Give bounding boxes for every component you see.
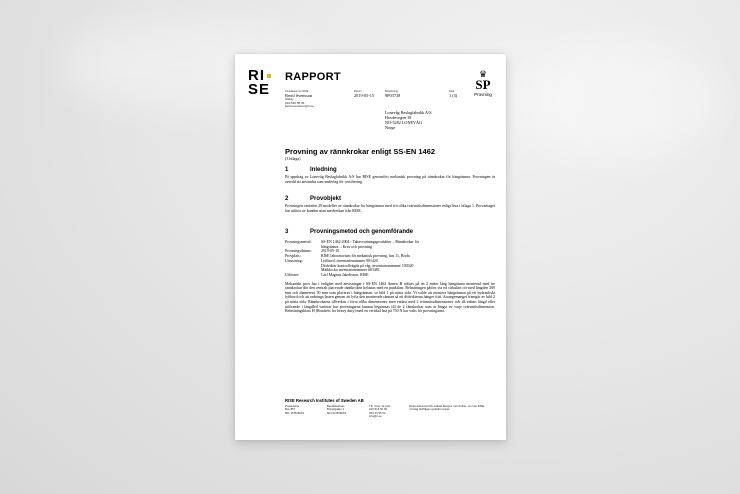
footer-text: 033-13 55 02 — [369, 410, 386, 415]
method-description: Mekaniskt prov har i enlighet med anvisningar i SS-EN 1462 Annex B utförts på en 2 meter lång hängränna monterad med tre rännkrokar där den centralt placerade rännkroken belastas med en punktlast. Belastningen påförs via ett cirkulärt rör med längden 300 mm och diametern 50 mm som placeras i hängrännan, se bild 1 på nästa sida. Vi valde att montera hängrännan på ett hydrauliskt lyftbord och att anbringa lasten genom att lyfta den monterade rännan så att dödvikterna hänger fritt. Arrangemanget framgår av bild 2 på nästa sida. Rännkrokarna tillverkas i förra olika dimensioner men endast med 2 tvärsnittsdimensioner och då enbart längd eller utförande i längdled varierar har provningarna kunnat begränsas till de 2 rännkrokar som är längst av varje tvärsnittsdimension. Belastningsklass H (Brackets for heavy duty) med en vertikal last på 750 N har valts för provningarna. — [285, 281, 495, 314]
recipient-line: Norge — [385, 125, 396, 130]
recipient-address — [385, 110, 432, 130]
page-label: Sida — [449, 90, 455, 93]
page-value: 1 (3) — [449, 93, 458, 98]
detail-value: Lyftbord, inventarienummer 901420 — [321, 258, 378, 263]
contact-email: bertil.svensson@ri.se — [285, 104, 314, 109]
section-number: 3 — [285, 229, 289, 235]
logo-text-top: RI — [248, 67, 265, 84]
footer-postal — [285, 405, 327, 419]
section-heading: Inledning — [310, 167, 337, 173]
section-test-method — [285, 228, 495, 236]
detail-value: RISE laboratorium för mekanisk provning, hus 11, Borås — [321, 254, 411, 259]
footer-text: 504 62 BORÅS — [327, 410, 347, 415]
detail-key: Utrustning: — [285, 258, 303, 263]
footer-text: i förväg skriftligen godkänt annat. — [409, 407, 451, 412]
section-text: På uppdrag av Lonevåg Beslagfabrikk A/S har RISE genomfört mekanisk provning på rännkrokar för hängrännor. Provningen är avsedd att användas som underlag för certifiering. — [285, 175, 495, 184]
section-test-object — [285, 195, 495, 213]
footer-contact — [369, 405, 409, 419]
date-block — [354, 90, 374, 98]
date-label: Datum — [354, 90, 362, 93]
section-heading: Provningsmetod och genomförande — [310, 229, 414, 235]
reference-value: 9P03738 — [385, 93, 401, 98]
section-text: Provningen omfattar 29 modeller av rännkrokar för hängrännor med tvä olika tvärsnittsdimensioner enligt lista i bilaga 1. Provartiaget har utförts av kunden utan medverkan från RISE. — [285, 204, 495, 213]
logo-text-bottom: SE — [248, 81, 271, 98]
footer — [285, 398, 495, 419]
sp-tagline: Provning — [474, 92, 492, 97]
detail-value: Dödviktsr kontrollvägda på våg, inventarienummer 100320 — [321, 263, 414, 268]
detail-row — [285, 240, 495, 249]
footer-text: Postadress — [285, 404, 299, 408]
detail-value: SS-EN 1462:2004 - Takavvattningsprodukter – Rännkrokar för — [321, 240, 420, 244]
footer-text: info@ri.se — [369, 414, 382, 419]
logo-dot-icon — [267, 74, 271, 78]
footer-text: Box 857 — [285, 407, 296, 412]
background-light — [520, 40, 720, 160]
footer-text: Tfn / Fax / E-post — [369, 404, 391, 408]
reference-label: Beteckning — [385, 90, 398, 93]
detail-value: hängrännor – Krav och provning — [321, 244, 372, 249]
footer-text: Detta dokument får endast återges i sin helhet, om inte RISE — [409, 404, 485, 408]
sp-name: SP — [475, 77, 491, 92]
detail-key: Provningsdatum: — [285, 249, 312, 254]
document-type: RAPPORT — [285, 71, 341, 83]
report-title: Provning av rännkrokar enligt SS-EN 1462 — [285, 147, 436, 156]
footer-visit — [327, 405, 369, 419]
section-introduction — [285, 166, 495, 184]
rise-logo — [248, 69, 274, 97]
detail-key: Provningsmetod: — [285, 240, 312, 244]
detail-value: 2019-05-10 — [321, 249, 340, 254]
footer-disclaimer — [409, 405, 495, 419]
sp-logo — [470, 70, 496, 97]
report-subtitle: (3 bilaga) — [285, 156, 301, 161]
detail-key: Provplats: — [285, 254, 301, 259]
detail-row — [285, 259, 495, 273]
detail-key: Utförare: — [285, 272, 300, 277]
section-number: 1 — [285, 167, 289, 173]
report-page — [235, 54, 506, 440]
detail-value: Mätklocka inventarienummer #03481 — [321, 268, 380, 273]
section-heading: Provobjekt — [310, 196, 342, 202]
reference-block — [385, 90, 400, 98]
footer-text: Besöksadress — [327, 404, 345, 408]
contact-label: Kontaktperson RISE — [285, 90, 309, 93]
test-details — [285, 240, 495, 314]
detail-value: Carl Magnus Jakobsson, RISE — [321, 272, 369, 277]
recipient-line: NO-5282 LONEVÅG — [385, 120, 423, 125]
detail-row — [285, 273, 495, 278]
contact-name: Bertil Svensson — [285, 93, 313, 98]
footer-company: RISE Research Institutes of Sweden AB — [285, 398, 364, 403]
contact-title: Safety — [285, 97, 294, 101]
footer-text: 010-516 50 00 — [369, 407, 388, 412]
crown-icon: ♛ — [478, 69, 488, 79]
recipient-line: Lonevåg Beslagfabrikk A/S — [385, 110, 432, 115]
page-block — [449, 90, 457, 98]
section-number: 2 — [285, 196, 289, 202]
contact-block — [285, 90, 314, 109]
date-value: 2019-05-15 — [354, 93, 375, 98]
recipient-line: Hovdevegen 18 — [385, 115, 412, 120]
footer-text: 501 15 BORÅS — [285, 410, 305, 415]
contact-phone: 010-516 55 36 — [285, 100, 305, 105]
footer-text: Brinellgatan 4 — [327, 407, 345, 412]
